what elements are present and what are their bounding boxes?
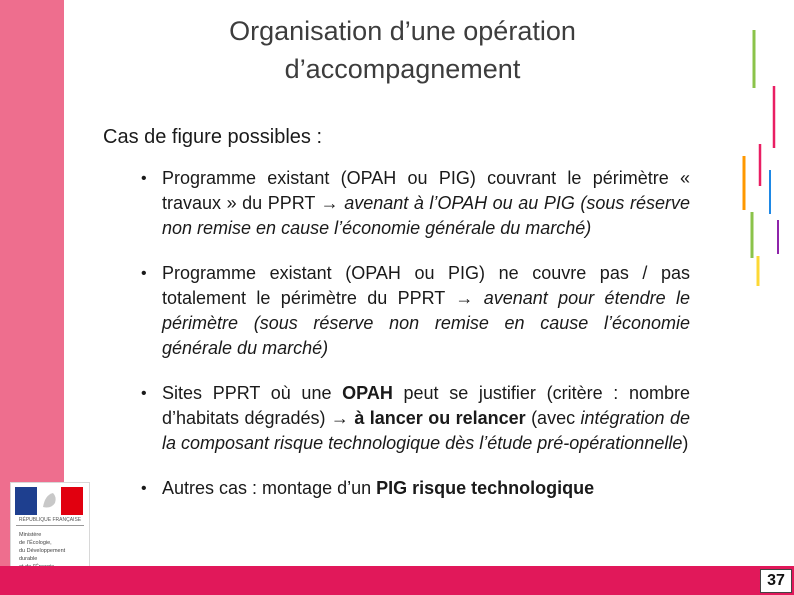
- bullet-text: (avec: [525, 408, 581, 428]
- bullet-dot: •: [141, 385, 147, 402]
- page-number: 37: [760, 569, 792, 593]
- ministry-line: du Développement: [19, 548, 66, 554]
- bullet-dot: •: [141, 170, 147, 187]
- bullet-text: intégration de la composant risque technologique dès l’étude pré-opérationnelle: [162, 408, 690, 453]
- ministry-line: Ministère: [19, 532, 42, 538]
- bullet-text: à lancer ou relancer: [354, 408, 526, 428]
- bullet-text: → avenant pour étendre le périmètre (sous réserve non remise en cause l’économie générale du marché): [162, 288, 690, 358]
- bullet-item: [141, 381, 690, 456]
- logo-ministry-text: [19, 531, 85, 571]
- bullet-item: [141, 476, 690, 501]
- ministry-line: de l’Écologie,: [19, 540, 52, 546]
- subtitle: Cas de figure possibles :: [103, 126, 323, 148]
- bullet-text: PIG risque technologique: [376, 478, 595, 498]
- bullet-text: ): [682, 433, 689, 453]
- bullet-list: [141, 166, 690, 521]
- bullet-text: Sites PPRT où une: [162, 383, 343, 403]
- bullet-text: peut se justifier (critère : nombre d’habitats dégradés) →: [162, 383, 690, 428]
- bullet-text: Programme existant (OPAH ou PIG) ne couvre pas / pas totalement le périmètre du PPRT: [162, 263, 690, 308]
- bullet-item: [141, 261, 690, 361]
- marianne-flag-icon: [15, 487, 83, 515]
- decorative-lines: [740, 24, 794, 294]
- bullet-item: [141, 166, 690, 241]
- bullet-dot: •: [141, 480, 147, 497]
- logo-caption: RÉPUBLIQUE FRANÇAISE: [16, 517, 84, 526]
- bullet-text: Autres cas : montage d’un: [162, 478, 377, 498]
- slide-title: Organisation d’une opération d’accompagnement: [229, 16, 576, 84]
- bottom-bar: [0, 566, 794, 595]
- ministry-line: durable: [19, 556, 38, 562]
- bullet-text: → avenant à l’OPAH ou au PIG (sous réserve non remise en cause l’économie générale du marché): [162, 193, 690, 238]
- bullet-text: Programme existant (OPAH ou PIG) couvrant le périmètre « travaux » du PPRT: [162, 168, 690, 213]
- bullet-text: OPAH: [342, 383, 393, 403]
- bullet-dot: •: [141, 265, 147, 282]
